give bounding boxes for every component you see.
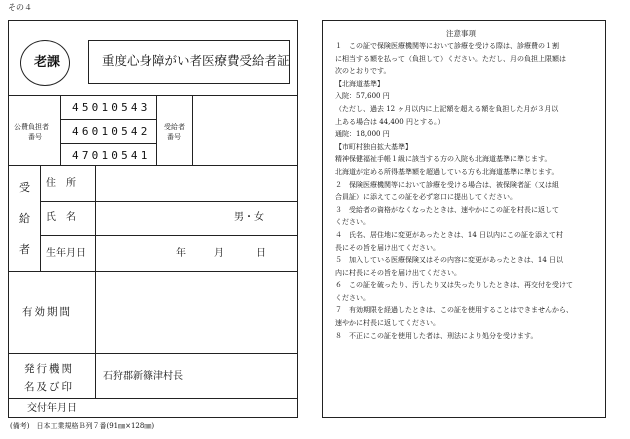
note-line: 長にその旨を届け出てください。 [335,243,440,252]
note-line: 次のとおりです。 [335,67,391,76]
note-line: 【北海道基準】 [335,79,384,88]
form-number: その４ [8,3,32,12]
dob-label: 生年月日 [46,248,86,259]
note-line: ５ 加入している医療保険又はその内容に変更があったときは、14 日以 [335,256,564,265]
gender-field: 男・女 [234,212,264,223]
dob-year: 年 [176,248,186,259]
payer-number-3: 47010541 [72,149,151,162]
note-line: １ この証で保険医療機関等において診療を受ける際は、診療費の１割 [335,42,559,50]
badge-label: 老課 [34,55,61,70]
recipient-label-char-2: 給 [19,212,30,225]
dob-month: 月 [214,248,224,259]
address-label: 住 所 [46,178,76,189]
note-line: 入院：57,600 円 [335,92,390,101]
note-line: 内に村長にその旨を届け出てください。 [335,268,461,277]
note-line: ください。 [335,293,370,302]
note-line: 通院：18,000 円 [335,130,390,139]
note-line: ８ 不正にこの証を使用した者は、刑法により処分を受けます。 [335,331,538,340]
note-line: 精神保健福祉手帳１級に該当する方の入院も北海道基準に準じます。 [335,155,552,164]
note-line: ４ 氏名、居住地に変更があったときは、14 日以内にこの証を添えて村 [335,230,564,239]
issuer-label-2: 名及び印 [24,381,74,393]
note-line: （ただし、過去 12 ヶ月以内に上記額を超える額を負担した月が３月以 [335,104,559,113]
recipient-label-char-3: 者 [19,243,30,256]
recipient-label-char-1: 受 [19,181,30,194]
validity-label: 有効期間 [22,306,72,318]
note-line: ７ 有効期限を経過したときは、この証を使用することはできませんから、 [335,306,573,315]
notes-body [335,40,597,342]
card-title: 重度心身障がい者医療費受給者証 [102,53,290,68]
note-line: ２ 保険医療機関等において診療を受ける場合は、被保険者証（又は組 [335,180,559,189]
note-line: に相当する額を払って（負担して）ください。ただし、月の負担上限額は [335,54,566,63]
note-line: 北海道が定める所得基準額を超過している方も北海道基準に準じます。 [335,167,559,176]
note-line: 【市町村独自拡大基準】 [335,142,412,151]
note-line: ３ 受給者の資格がなくなったときは、速やかにこの証を村長に返して [335,205,559,214]
name-label: 氏 名 [46,212,76,223]
note-line: 上ある場合は 44,400 円とする。） [335,117,445,126]
recipient-number-label: 受給者 [164,123,185,131]
note-line: 速やかに村長に返してください。 [335,319,440,328]
issuer-value: 石狩郡新篠津村長 [103,371,183,382]
recipient-number-label-2: 番号 [167,133,181,141]
payer-number-2: 46010542 [72,125,151,138]
footer-note: (備考) 日本工業規格Ｂ列７番(91㎜×128㎜) [10,422,155,430]
note-line: ６ この証を破ったり、汚したり又は失ったりしたときは、再交付を受けて [335,281,573,290]
payer-number-label: 公費負担者 [14,123,49,131]
notes-heading: 注意事項 [446,29,476,38]
issue-date-label: 交付年月日 [27,403,77,414]
payer-number-1: 45010543 [72,101,151,114]
note-line: ください。 [335,218,370,227]
issuer-label: 発行機関 [24,363,74,375]
payer-number-label-2: 番号 [28,133,42,141]
note-line: 合員証）に添えてこの証を必ず窓口に提出してください。 [335,193,517,202]
dob-day: 日 [256,248,266,259]
